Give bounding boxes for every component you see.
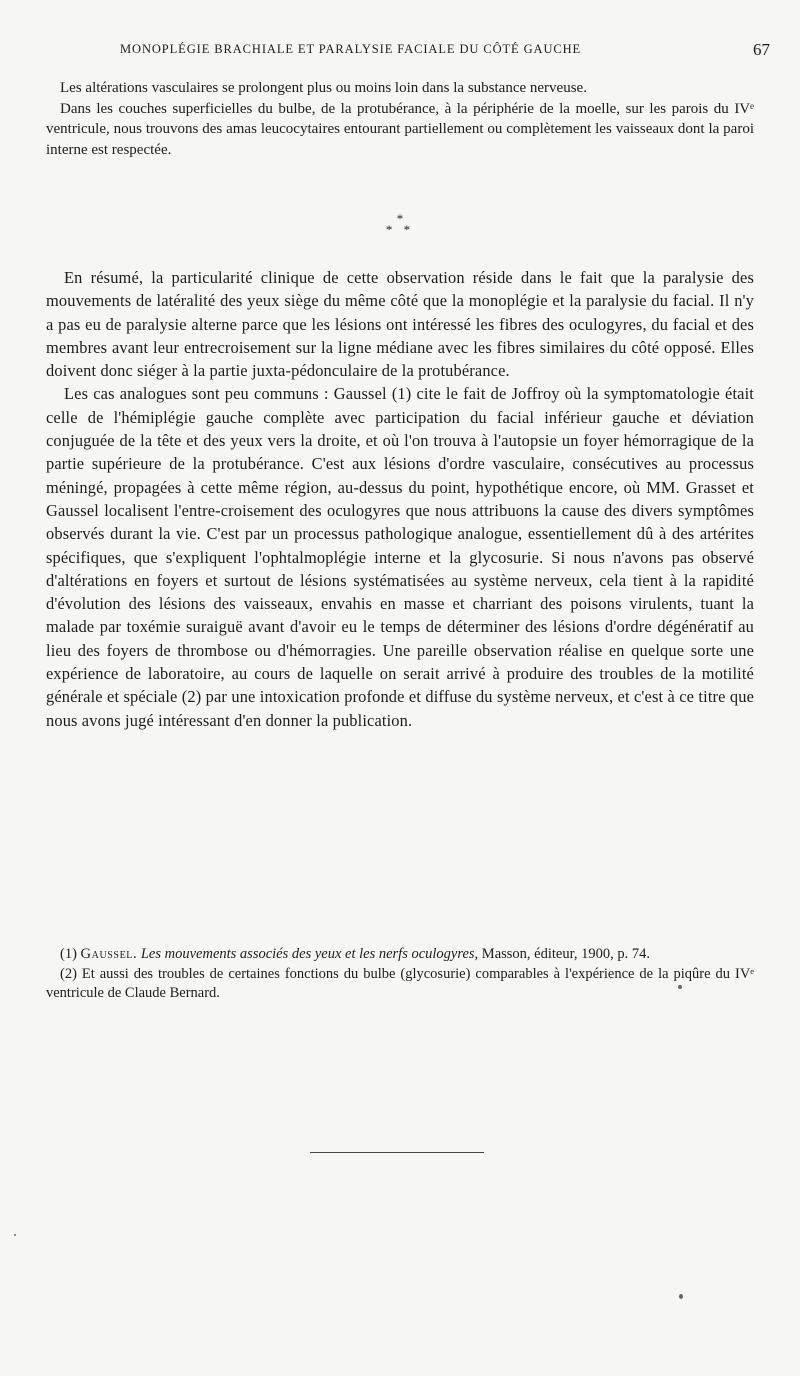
discussion-paragraph: Les cas analogues sont peu communs : Gaussel (1) cite le fait de Joffroy où la symptomatologie était celle de l'hémiplégie gauche complète avec participation du facial inférieur gauche et déviation conjuguée de la tête et des yeux vers la droite, et où l'on trouva à l'autopsie un foyer hémorragique de la partie supérieure de la protubérance. C'est aux lésions d'ordre vasculaire, consécutives au processus méningé, propagées à cette même région, au-dessus du point, hypothétique encore, où MM. Grasset et Gaussel localisent l'entre-croisement des oculogyres que nous attribuons la cause des divers symptômes observés durant la vie. C'est par un processus pathologique analogue, essentiellement dû à des artérites spécifiques, que s'expliquent l'ophtalmoplégie interne et la glycosurie. Si nous n'avons pas observé d'altérations en foyers et surtout de lésions systématisées au système nerveux, cela tient à la rapidité d'évolution des lésions des vaisseaux, envahis en masse et charriant des poisons virulents, tuant la malade par toxémie suraiguë avant d'avoir eu le temps de déterminer des lésions d'ordre dégénératif au lieu des foyers de thrombose ou d'hémorragies. Une pareille observation réalise en quelque sorte une expérience de laboratoire, au cours de laquelle on serait arrivé à produire des troubles de la motilité générale et spéciale (2) par une intoxication profonde et diffuse du système nerveux, et c'est à ce titre que nous avons jugé intéressant d'en donner la publication. xyxy=(46,384,754,730)
print-speck xyxy=(678,985,682,989)
footnote-marker: (2) xyxy=(60,965,77,982)
intro-text xyxy=(46,78,754,160)
print-speck xyxy=(679,1294,683,1299)
intro-paragraph: Les altérations vasculaires se prolongent plus ou moins loin dans la substance nerveuse. xyxy=(60,80,587,96)
section-separator-bottom: * * xyxy=(385,222,415,237)
main-text xyxy=(46,266,754,732)
running-header xyxy=(120,40,770,62)
footnote-1 xyxy=(46,945,754,965)
footnote-work-title: Les mouvements associés des yeux et les nerfs oculogyres, xyxy=(140,946,479,962)
page-number: 67 xyxy=(753,40,770,59)
footnote-2 xyxy=(46,965,754,1004)
footnote-marker: (1) xyxy=(60,946,77,962)
print-speck xyxy=(14,1234,16,1236)
end-rule xyxy=(310,1152,484,1153)
section-separator-top: * xyxy=(396,211,404,226)
intro-paragraph: Dans les couches superficielles du bulbe, de la protubérance, à la périphérie de la moelle, sur les parois du IVᵉ ventricule, nous trouvons des amas leucocytaires entourant partiellement ou complètement les vaisseaux dont la paroi interne est respectée. xyxy=(46,100,754,158)
running-title: MONOPLÉGIE BRACHIALE ET PARALYSIE FACIALE DU CÔTÉ GAUCHE xyxy=(120,42,582,56)
footnote-publication: Masson, éditeur, 1900, p. 74. xyxy=(481,946,650,962)
footnote-text: Et aussi des troubles de certaines fonctions du bulbe (glycosurie) comparables à l'expérience de la piqûre du IVᵉ ventricule de Claude Bernard. xyxy=(46,965,755,1001)
footnote-author: Gaussel. xyxy=(80,946,138,962)
footnotes xyxy=(46,945,754,1004)
summary-paragraph: En résumé, la particularité clinique de cette observation réside dans le fait que la paralysie des mouvements de latéralité des yeux siège du même côté que la monoplégie et la paralysie du facial. Il n'y a pas eu de paralysie alterne parce que les lésions ont intéressé les fibres des oculogyres, du facial et des membres avant leur entrecroisement sur la ligne médiane avec les fibres similaires du côté opposé. Elles doivent donc siéger à la partie juxta-pédonculaire de la protubérance. xyxy=(46,268,754,381)
